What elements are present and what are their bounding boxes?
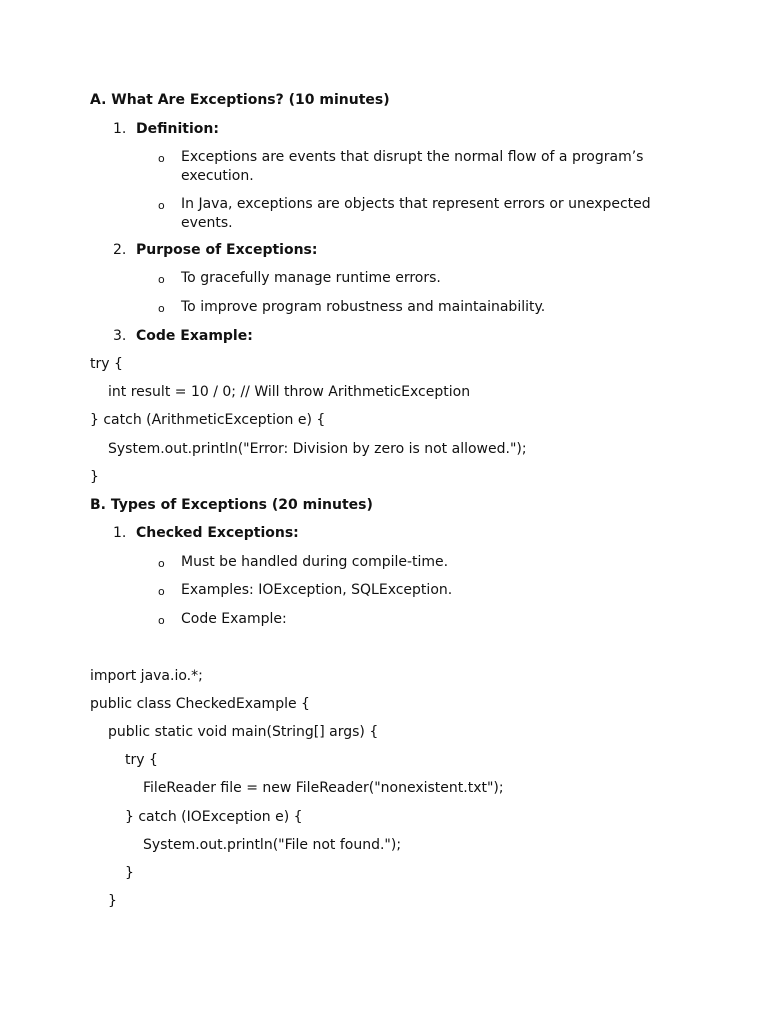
bullet-marker: o <box>158 614 165 627</box>
code-line: } <box>90 469 99 485</box>
list-item-title-checked-exceptions: Checked Exceptions: <box>136 525 299 541</box>
code-line: public static void main(String[] args) { <box>108 724 379 740</box>
code-line: int result = 10 / 0; // Will throw ArithmeticException <box>108 384 471 400</box>
bullet-text: Examples: IOException, SQLException. <box>181 582 453 598</box>
code-line: try { <box>125 752 158 768</box>
bullet-marker: o <box>158 557 165 570</box>
code-line: public class CheckedExample { <box>90 696 310 712</box>
bullet-marker: o <box>158 152 165 165</box>
code-line: System.out.println("File not found."); <box>143 837 402 853</box>
list-item-title-code-example: Code Example: <box>136 328 253 344</box>
bullet-text: In Java, exceptions are objects that represent errors or unexpected <box>181 196 651 212</box>
section-a-heading: A. What Are Exceptions? (10 minutes) <box>90 92 390 108</box>
list-number: 3. <box>113 328 127 344</box>
code-line: FileReader file = new FileReader("nonexistent.txt"); <box>143 780 504 796</box>
list-number: 2. <box>113 242 127 258</box>
section-b-heading: B. Types of Exceptions (20 minutes) <box>90 497 373 513</box>
bullet-marker: o <box>158 585 165 598</box>
code-line: import java.io.*; <box>90 668 203 684</box>
bullet-text: To improve program robustness and maintainability. <box>181 299 546 315</box>
list-item-title-purpose: Purpose of Exceptions: <box>136 242 318 258</box>
bullet-marker: o <box>158 199 165 212</box>
code-line: } catch (ArithmeticException e) { <box>90 412 326 428</box>
bullet-text-continued: execution. <box>181 168 254 184</box>
code-line: } <box>125 865 134 881</box>
bullet-text: Exceptions are events that disrupt the normal flow of a program’s <box>181 149 644 165</box>
list-number: 1. <box>113 121 127 137</box>
bullet-text: Code Example: <box>181 611 287 627</box>
list-number: 1. <box>113 525 127 541</box>
bullet-text-continued: events. <box>181 215 233 231</box>
list-item-title-definition: Definition: <box>136 121 219 137</box>
bullet-marker: o <box>158 273 165 286</box>
bullet-text: Must be handled during compile-time. <box>181 554 449 570</box>
code-line: try { <box>90 356 123 372</box>
bullet-marker: o <box>158 302 165 315</box>
code-line: } <box>108 893 117 909</box>
bullet-text: To gracefully manage runtime errors. <box>181 270 441 286</box>
code-line: } catch (IOException e) { <box>125 809 303 825</box>
code-line: System.out.println("Error: Division by zero is not allowed."); <box>108 441 527 457</box>
